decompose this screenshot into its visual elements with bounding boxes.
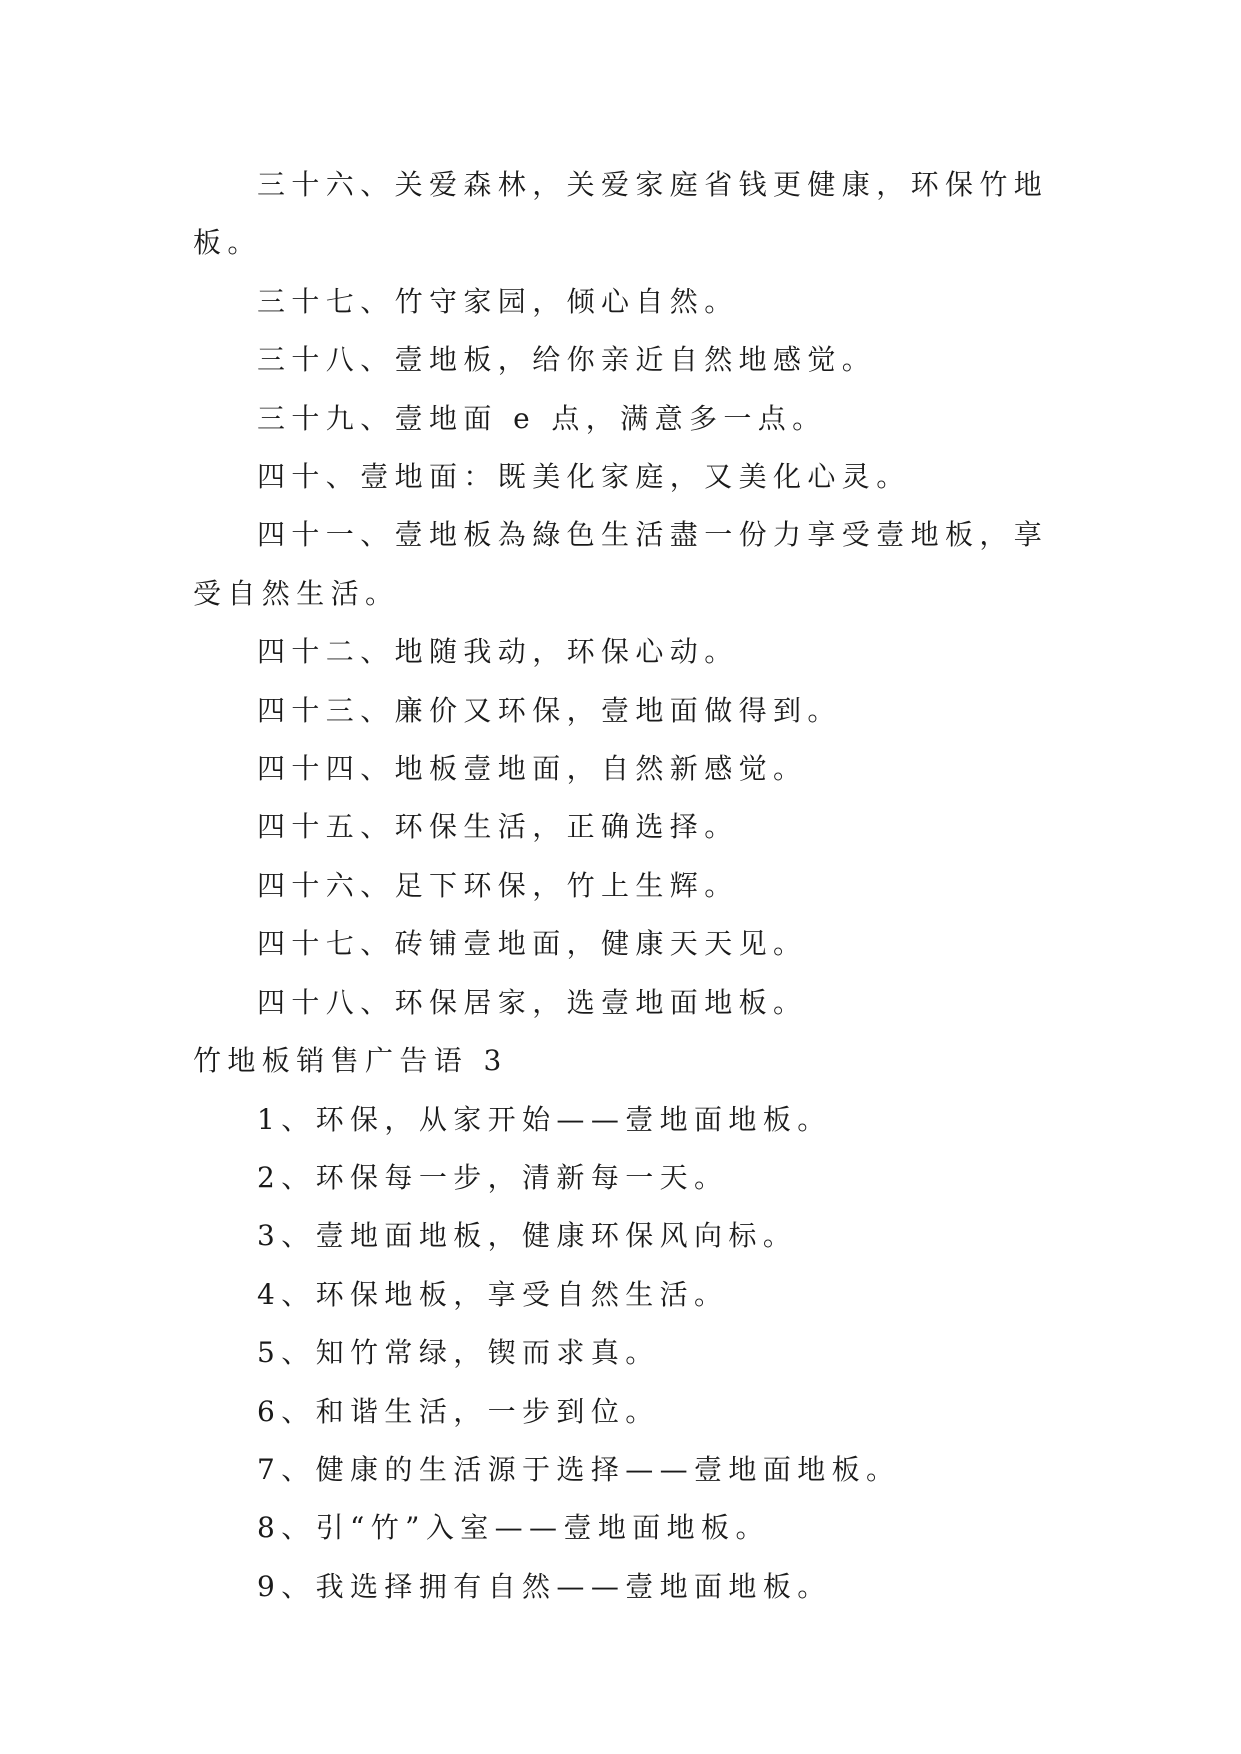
slogan-45: 四十五、环保生活，正确选择。 [257, 810, 739, 844]
slogan-38: 三十八、壹地板，给你亲近自然地感觉。 [257, 343, 877, 377]
slogan-6: 6、和谐生活，一步到位。 [257, 1394, 660, 1428]
slogan-1: 1、环保，从家开始——壹地面地板。 [257, 1102, 832, 1136]
slogan-44: 四十四、地板壹地面，自然新感觉。 [257, 752, 808, 786]
slogan-36: 三十六、关爱森林，关爱家庭省钱更健康，环保竹地板。 [193, 168, 1049, 260]
slogan-2: 2、环保每一步，清新每一天。 [257, 1160, 729, 1194]
slogan-40: 四十、壹地面：既美化家庭，又美化心灵。 [257, 460, 911, 494]
section-heading: 竹地板销售广告语 3 [193, 1044, 508, 1078]
slogan-41: 四十一、壹地板為綠色生活盡一份力享受壹地板，享受自然生活。 [193, 518, 1049, 610]
slogan-5: 5、知竹常绿，锲而求真。 [257, 1336, 660, 1370]
slogan-42: 四十二、地随我动，环保心动。 [257, 635, 739, 669]
document-body [193, 156, 1073, 1616]
slogan-3: 3、壹地面地板，健康环保风向标。 [257, 1219, 798, 1253]
slogan-9: 9、我选择拥有自然——壹地面地板。 [257, 1569, 832, 1603]
slogan-46: 四十六、足下环保，竹上生辉。 [257, 868, 739, 902]
slogan-47: 四十七、砖铺壹地面，健康天天见。 [257, 927, 808, 961]
slogan-8: 8、引“竹”入室——壹地面地板。 [257, 1511, 770, 1545]
slogan-48: 四十八、环保居家，选壹地面地板。 [257, 985, 808, 1019]
slogan-39: 三十九、壹地面 e 点，满意多一点。 [257, 401, 827, 435]
slogan-4: 4、环保地板，享受自然生活。 [257, 1277, 729, 1311]
slogan-7: 7、健康的生活源于选择——壹地面地板。 [257, 1452, 901, 1486]
slogan-37: 三十七、竹守家园，倾心自然。 [257, 284, 739, 318]
slogan-43: 四十三、廉价又环保，壹地面做得到。 [257, 693, 842, 727]
